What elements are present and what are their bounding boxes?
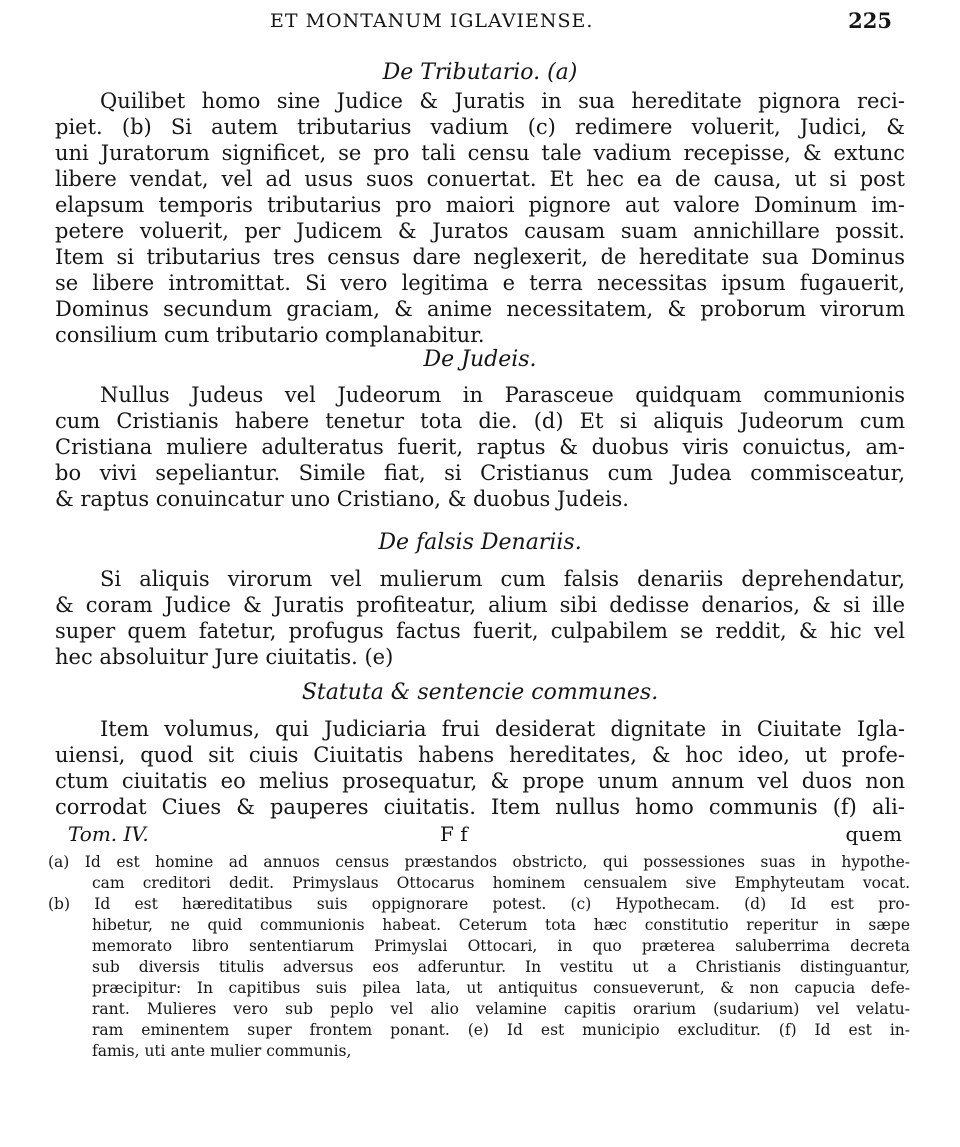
text-line: corrodat Ciues & pauperes ciuitatis. Item nullus homo communis (f) ali- — [55, 795, 905, 819]
text-line: uni Juratorum significet, se pro tali censu tale vadium recepisse, & extunc — [55, 141, 905, 165]
text-line: Quilibet homo sine Judice & Juratis in sua hereditate pignora reci- — [100, 89, 905, 113]
section-heading: De falsis Denariis. — [378, 530, 582, 555]
footnote-line: memorato libro sententiarum Primyslai Ottocari, in quo præterea saluberrima decreta — [92, 937, 910, 955]
text-line: se libere intromittat. Si vero legitima e terra necessitas ipsum fugauerit, — [55, 271, 905, 295]
footnote-line: (a) Id est homine ad annuos census præstandos obstricto, qui possessiones suas in hypothe- — [48, 853, 910, 871]
footnote-line: cam creditori dedit. Primyslaus Ottocarus hominem censualem sive Emphyteutam vocat. — [92, 874, 910, 892]
running-title: ET MONTANUM IGLAVIENSE. — [270, 10, 594, 32]
text-line: uiensi, quod sit ciuis Ciuitatis habens hereditates, & hoc ideo, ut profe- — [55, 743, 905, 767]
footnote-line: famis, uti ante mulier communis, — [92, 1042, 352, 1060]
text-line: Nullus Judeus vel Judeorum in Parasceue quidquam communionis — [100, 383, 905, 407]
text-line: Si aliquis virorum vel mulierum cum falsis denariis deprehendatur, — [100, 567, 905, 591]
footnote-line: ram eminentem super frontem ponant. (e) Id est municipio excluditur. (f) Id est in- — [92, 1021, 910, 1039]
section-heading: De Judeis. — [423, 347, 537, 372]
page-header — [0, 6, 960, 40]
text-line: Item si tributarius tres census dare neglexerit, de hereditate sua Dominus — [55, 245, 905, 269]
footnote-line: præcipitur: In capitibus suis pilea lata, ut antiquitus consueverunt, & non capucia defe- — [92, 979, 910, 997]
section-heading: De Tributario. (a) — [382, 60, 578, 85]
volume-signature: Tom. IV. — [68, 822, 149, 846]
text-line: hec absoluitur Jure ciuitatis. (e) — [55, 645, 394, 669]
catchword: quem — [845, 822, 902, 846]
text-line: & coram Judice & Juratis profiteatur, alium sibi dedisse denarios, & si ille — [55, 593, 905, 617]
text-line: consilium cum tributario complanabitur. — [55, 323, 485, 347]
text-line: bo vivi sepeliantur. Simile fiat, si Cristianus cum Judea commisceatur, — [55, 461, 905, 485]
text-line: ctum ciuitatis eo melius prosequatur, & prope unum annum vel duos non — [55, 769, 905, 793]
text-line: piet. (b) Si autem tributarius vadium (c) redimere voluerit, Judici, & — [55, 115, 905, 139]
gathering-signature: F f — [440, 822, 468, 846]
text-line: cum Cristianis habere tenetur tota die. (d) Et si aliquis Judeorum cum — [55, 409, 905, 433]
text-line: Item volumus, qui Judiciaria frui desiderat dignitate in Ciuitate Igla- — [100, 717, 905, 741]
section-heading: Statuta & sentencie communes. — [301, 680, 659, 705]
text-line: & raptus conuincatur uno Cristiano, & duobus Judeis. — [55, 487, 629, 511]
text-line: Dominus secundum graciam, & anime necessitatem, & proborum virorum — [55, 297, 905, 321]
text-line: libere vendat, vel ad usus suos conuertat. Et hec ea de causa, ut si post — [55, 167, 905, 191]
page-number: 225 — [848, 8, 892, 33]
footnote-line: rant. Mulieres vero sub peplo vel alio velamine capitis orarium (sudarium) vel velatu- — [92, 1000, 910, 1018]
footnote-line: hibetur, ne quid communionis habeat. Ceterum tota hæc constitutio reperitur in sæpe — [92, 916, 910, 934]
text-line: elapsum temporis tributarius pro maiori pignore aut valore Dominum im- — [55, 193, 905, 217]
text-line: Cristiana muliere adulteratus fuerit, raptus & duobus viris conuictus, am- — [55, 435, 905, 459]
footnote-line: (b) Id est hæreditatibus suis oppignorare potest. (c) Hypothecam. (d) Id est pro- — [48, 895, 910, 913]
text-line: super quem fatetur, profugus factus fuerit, culpabilem se reddit, & hic vel — [55, 619, 905, 643]
text-line: petere voluerit, per Judicem & Juratos causam suam annichillare possit. — [55, 219, 905, 243]
footnote-line: sub diversis titulis adversus eos adferuntur. In vestitu ut a Christianis distinguantur, — [92, 958, 910, 976]
